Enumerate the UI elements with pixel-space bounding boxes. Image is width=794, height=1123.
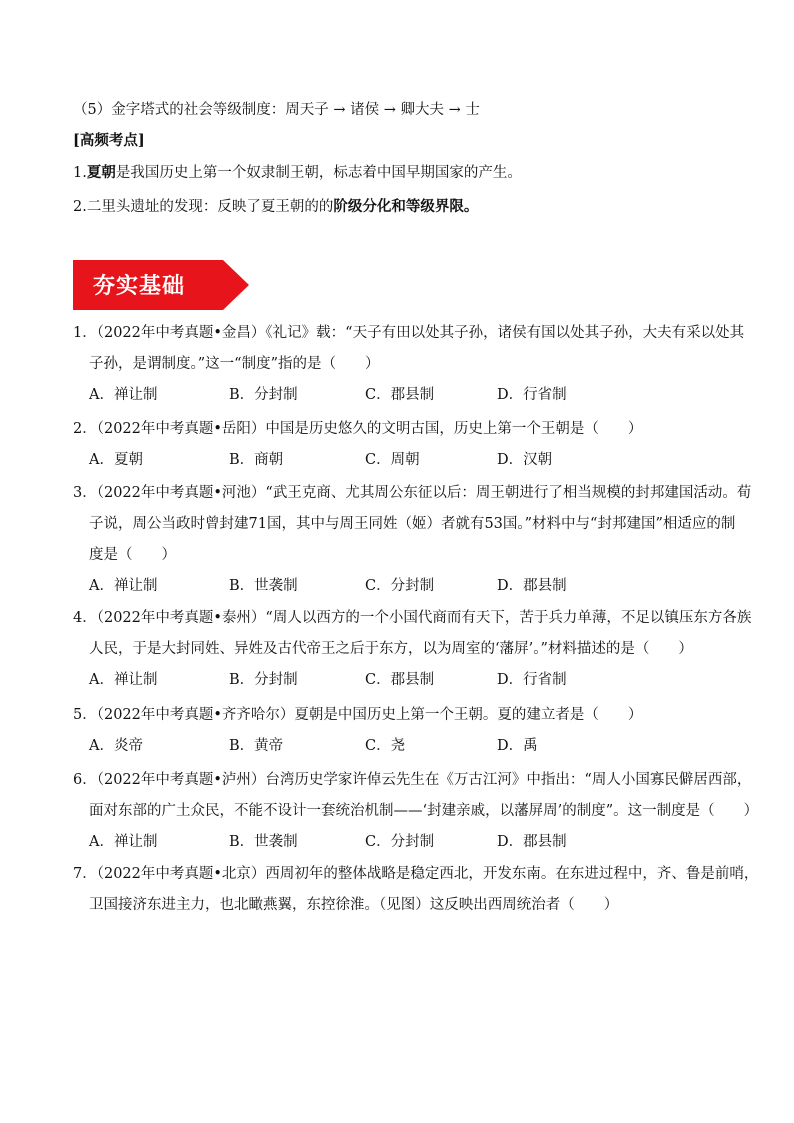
question-4-option-c[interactable]: C．郡县制 xyxy=(365,672,435,688)
question-7-line-2: 卫国接济东进主力，也北瞰燕翼，东控徐淮。（见图）这反映出西周统治者（ ） xyxy=(89,897,619,913)
question-3-line-1: 3．（2022年中考真题•河池）“武王克商、尤其周公东征以后：周王朝进行了相当规模的封邦建国活动。荀 xyxy=(73,485,752,501)
question-4-options xyxy=(89,670,649,690)
question-3-line-2: 子说，周公当政时曾封建71国，其中与周王同姓（姬）者就有53国。”材料中与“封邦建国”相适应的制 xyxy=(89,516,736,532)
question-4-option-a[interactable]: A．禅让制 xyxy=(89,672,158,688)
key-point-1 xyxy=(73,163,733,183)
question-1-option-d[interactable]: D．行省制 xyxy=(497,387,567,403)
question-1-options xyxy=(89,385,649,405)
key-point-1-text: 是我国历史上第一个奴隶制王朝，标志着中国早期国家的产生。 xyxy=(115,165,522,181)
question-6-line-2: 面对东部的广土众民，不能不设计一套统治机制——‘封建亲戚，以藩屏周’的制度”。这一制度是（ ） xyxy=(89,803,759,819)
key-point-1-number: 1. xyxy=(73,165,87,181)
question-4-option-d[interactable]: D．行省制 xyxy=(497,672,567,688)
question-6-option-d[interactable]: D．郡县制 xyxy=(497,834,567,850)
section-banner xyxy=(73,260,249,310)
question-5-option-c[interactable]: C．尧 xyxy=(365,738,406,754)
question-5-option-a[interactable]: A．炎帝 xyxy=(89,738,143,754)
intro-item-5: （5）金字塔式的社会等级制度：周天子 → 诸侯 → 卿大夫 → 士 xyxy=(73,102,480,118)
question-5-line-1: 5．（2022年中考真题•齐齐哈尔）夏朝是中国历史上第一个王朝。夏的建立者是（ ） xyxy=(73,707,643,723)
question-6-line-1: 6．（2022年中考真题•泸州）台湾历史学家许倬云先生在《万古江河》中指出：“周人小国寡民僻居西部， xyxy=(73,772,752,788)
section-title: 夯实基础 xyxy=(93,274,186,299)
key-point-2-bold: 阶级分化和等级界限。 xyxy=(333,198,479,215)
question-7-line-1: 7．（2022年中考真题•北京）西周初年的整体战略是稳定西北，开发东南。在东进过程中，齐、鲁是前哨， xyxy=(73,866,759,882)
question-6-options xyxy=(89,832,649,852)
question-5-option-b[interactable]: B．黄帝 xyxy=(229,738,284,754)
question-2-line-1: 2．（2022年中考真题•岳阳）中国是历史悠久的文明古国，历史上第一个王朝是（ ） xyxy=(73,421,643,437)
question-3-option-c[interactable]: C．分封制 xyxy=(365,578,435,594)
question-4-line-1: 4．（2022年中考真题•泰州）“周人以西方的一个小国代商而有天下，苦于兵力单薄，不足以镇压东方各族 xyxy=(73,610,752,626)
question-5-options xyxy=(89,736,649,756)
key-points-title: [高频考点] xyxy=(73,132,145,149)
question-2-option-b[interactable]: B．商朝 xyxy=(229,452,284,468)
question-1-option-b[interactable]: B．分封制 xyxy=(229,387,298,403)
question-3-option-a[interactable]: A．禅让制 xyxy=(89,578,158,594)
question-1-line-1: 1．（2022年中考真题•金昌）《礼记》载：“天子有田以处其子孙，诸侯有国以处其子孙，大夫有采以处其 xyxy=(73,325,745,341)
question-3-options xyxy=(89,576,649,596)
question-3-option-d[interactable]: D．郡县制 xyxy=(497,578,567,594)
question-3-line-3: 度是（ ） xyxy=(89,547,176,563)
question-3-option-b[interactable]: B．世袭制 xyxy=(229,578,298,594)
key-point-2-text: 2.二里头遗址的发现：反映了夏王朝的的 xyxy=(73,199,334,215)
question-2-option-d[interactable]: D．汉朝 xyxy=(497,452,553,468)
question-1-option-c[interactable]: C．郡县制 xyxy=(365,387,435,403)
question-6-option-a[interactable]: A．禅让制 xyxy=(89,834,158,850)
question-2-options xyxy=(89,450,649,470)
question-5-option-d[interactable]: D．禹 xyxy=(497,738,538,754)
key-point-1-bold: 夏朝 xyxy=(86,164,116,181)
question-6-option-b[interactable]: B．世袭制 xyxy=(229,834,298,850)
question-2-option-c[interactable]: C．周朝 xyxy=(365,452,420,468)
question-2-option-a[interactable]: A．夏朝 xyxy=(89,452,143,468)
question-6-option-c[interactable]: C．分封制 xyxy=(365,834,435,850)
question-1-line-2: 子孙，是谓制度。”这一“制度”指的是（ ） xyxy=(89,356,380,372)
question-4-option-b[interactable]: B．分封制 xyxy=(229,672,298,688)
key-point-2 xyxy=(73,197,733,217)
question-1-option-a[interactable]: A．禅让制 xyxy=(89,387,158,403)
question-4-line-2: 人民，于是大封同姓、异姓及古代帝王之后于东方，以为周室的‘藩屏’。”材料描述的是（ ） xyxy=(89,641,693,657)
